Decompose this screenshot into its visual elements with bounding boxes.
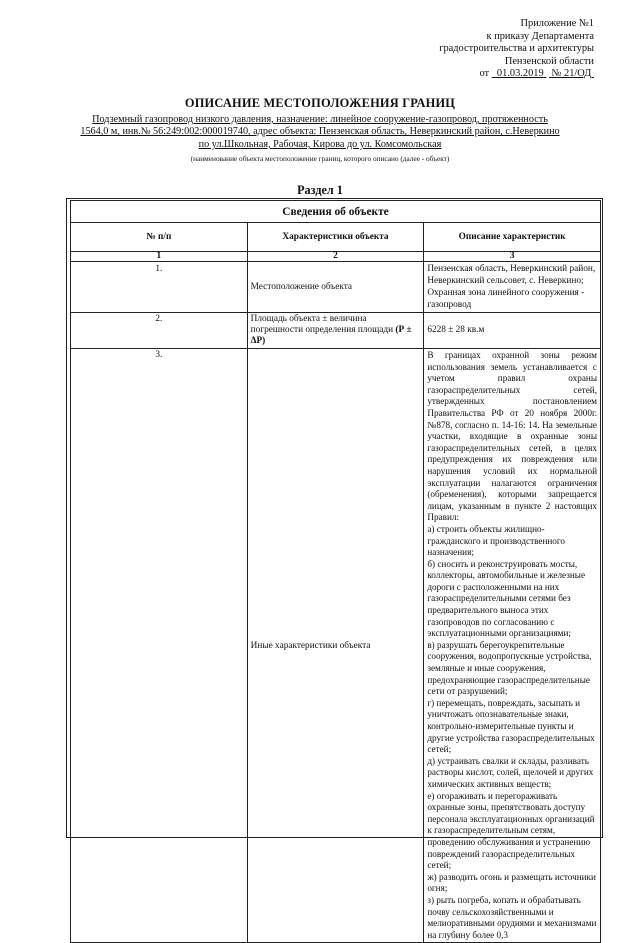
row-number: 3. — [71, 349, 248, 943]
table-row — [71, 262, 601, 313]
document-title: ОПИСАНИЕ МЕСТОПОЛОЖЕНИЯ ГРАНИЦ — [184, 96, 456, 110]
restriction-item: з) рыть погреба, копать и обрабатывать почву сельскохозяйственными и мелиоративными орудиями и механизмами на глубину более 0,3 — [427, 894, 597, 940]
object-note: (наименование объекта местоположение границ, которого описано (далее - объект) — [190, 154, 450, 163]
column-header-characteristic: Характеристики объекта — [247, 223, 424, 252]
restriction-item: в) разрушать берегоукрепительные сооружения, водопропускные устройства, земляные и иные сооружения, предохраняющие газораспределительные сети от разрушений; — [427, 639, 592, 697]
row-value: 6228 ± 28 кв.м — [424, 313, 601, 349]
column-header-number: № п/п — [71, 223, 248, 252]
restriction-item: ж) разводить огонь и размещать источники огня; — [427, 871, 596, 894]
restriction-item: б) сносить и реконструировать мосты, коллекторы, автомобильные и железные дороги с расположенными на них газораспределительными сетями без предварительного выноса этих газопроводов по согласованию с эксплуатационными организациями; — [427, 558, 586, 639]
table-row — [71, 313, 601, 349]
row-characteristic: Площадь объекта ± величина погрешности определения площади (Р ± ΔР) — [247, 313, 424, 349]
row-number: 2. — [71, 313, 248, 349]
object-info-table — [70, 200, 601, 943]
table-caption: Сведения об объекте — [71, 201, 601, 223]
restriction-item: а) строить объекты жилищно-гражданского и производственного назначения; — [427, 523, 566, 558]
column-number: 3 — [424, 252, 601, 262]
order-date: 01.03.2019 — [496, 68, 544, 80]
column-number: 1 — [71, 252, 248, 262]
column-number: 2 — [247, 252, 424, 262]
row-value — [424, 349, 601, 943]
header-line: Пензенской области — [504, 55, 594, 67]
restriction-item: д) устраивать свалки и склады, разливать растворы кислот, солей, щелочей и других химических активных веществ; — [427, 755, 594, 789]
appendix-header — [334, 18, 594, 81]
column-header-description: Описание характеристик — [424, 223, 601, 252]
table-row — [71, 349, 601, 943]
row-characteristic: Иные характеристики объекта — [247, 349, 424, 943]
header-line: Приложение №1 — [520, 18, 594, 29]
order-prefix: от — [479, 68, 490, 80]
restrictions-intro: В границах охранной зоны режим использования земель устанавливается с учетом правил охраны газораспределительных сетей, утвержденных постановлением Правительства РФ от 20 ноября 2000г. №878, согласно п. 14-16: 14. На земельные участки, входящие в охранные зоны газораспределительных сетей, в целях предупреждения их повреждения или нарушения условий их нормальной эксплуатации налагаются ограничения (обременения), которыми запрещается лицам, указанным в пункте 2 настоящих Правил: — [427, 350, 597, 523]
header-line: градостроительства и архитектуры — [439, 43, 594, 55]
order-reference — [334, 68, 594, 81]
restriction-item: г) перемещать, повреждать, засыпать и уничтожать опознавательные знаки, контрольно-измерительные пункты и другие устройства газораспределительных сетей; — [427, 697, 595, 755]
header-line: к приказу Департамента — [486, 30, 594, 42]
row-number: 1. — [71, 262, 248, 313]
row-characteristic: Местоположение объекта — [247, 262, 424, 313]
restriction-item: е) огораживать и перегораживать охранные зоны, препятствовать доступу персонала эксплуатационных организаций к газораспределительным сетям, проведению обслуживания и устранению повреждений газораспределительных сетей; — [427, 790, 595, 871]
area-formula: (Р ± ΔР) — [250, 325, 412, 346]
row-value: Пензенская область, Неверкинский район, Неверкинский сельсовет, с. Неверкино; Охранная зона линейного сооружения - газопровод — [424, 262, 601, 313]
object-description-line: 1564,0 м, инв.№ 56:249:002:000019740, адрес объекта: Пензенская область, Неверкинский район, с.Неверкино — [80, 126, 560, 138]
order-number: № 21/ОД — [551, 68, 592, 80]
section-title: Раздел 1 — [297, 183, 343, 197]
object-description-line: по ул.Школьная, Рабочая, Кирова до ул. Комсомольская — [198, 138, 442, 150]
object-description-line: Подземный газопровод низкого давления, назначение: линейное сооружение-газопровод, протяженность — [92, 114, 548, 125]
object-description — [80, 114, 560, 151]
